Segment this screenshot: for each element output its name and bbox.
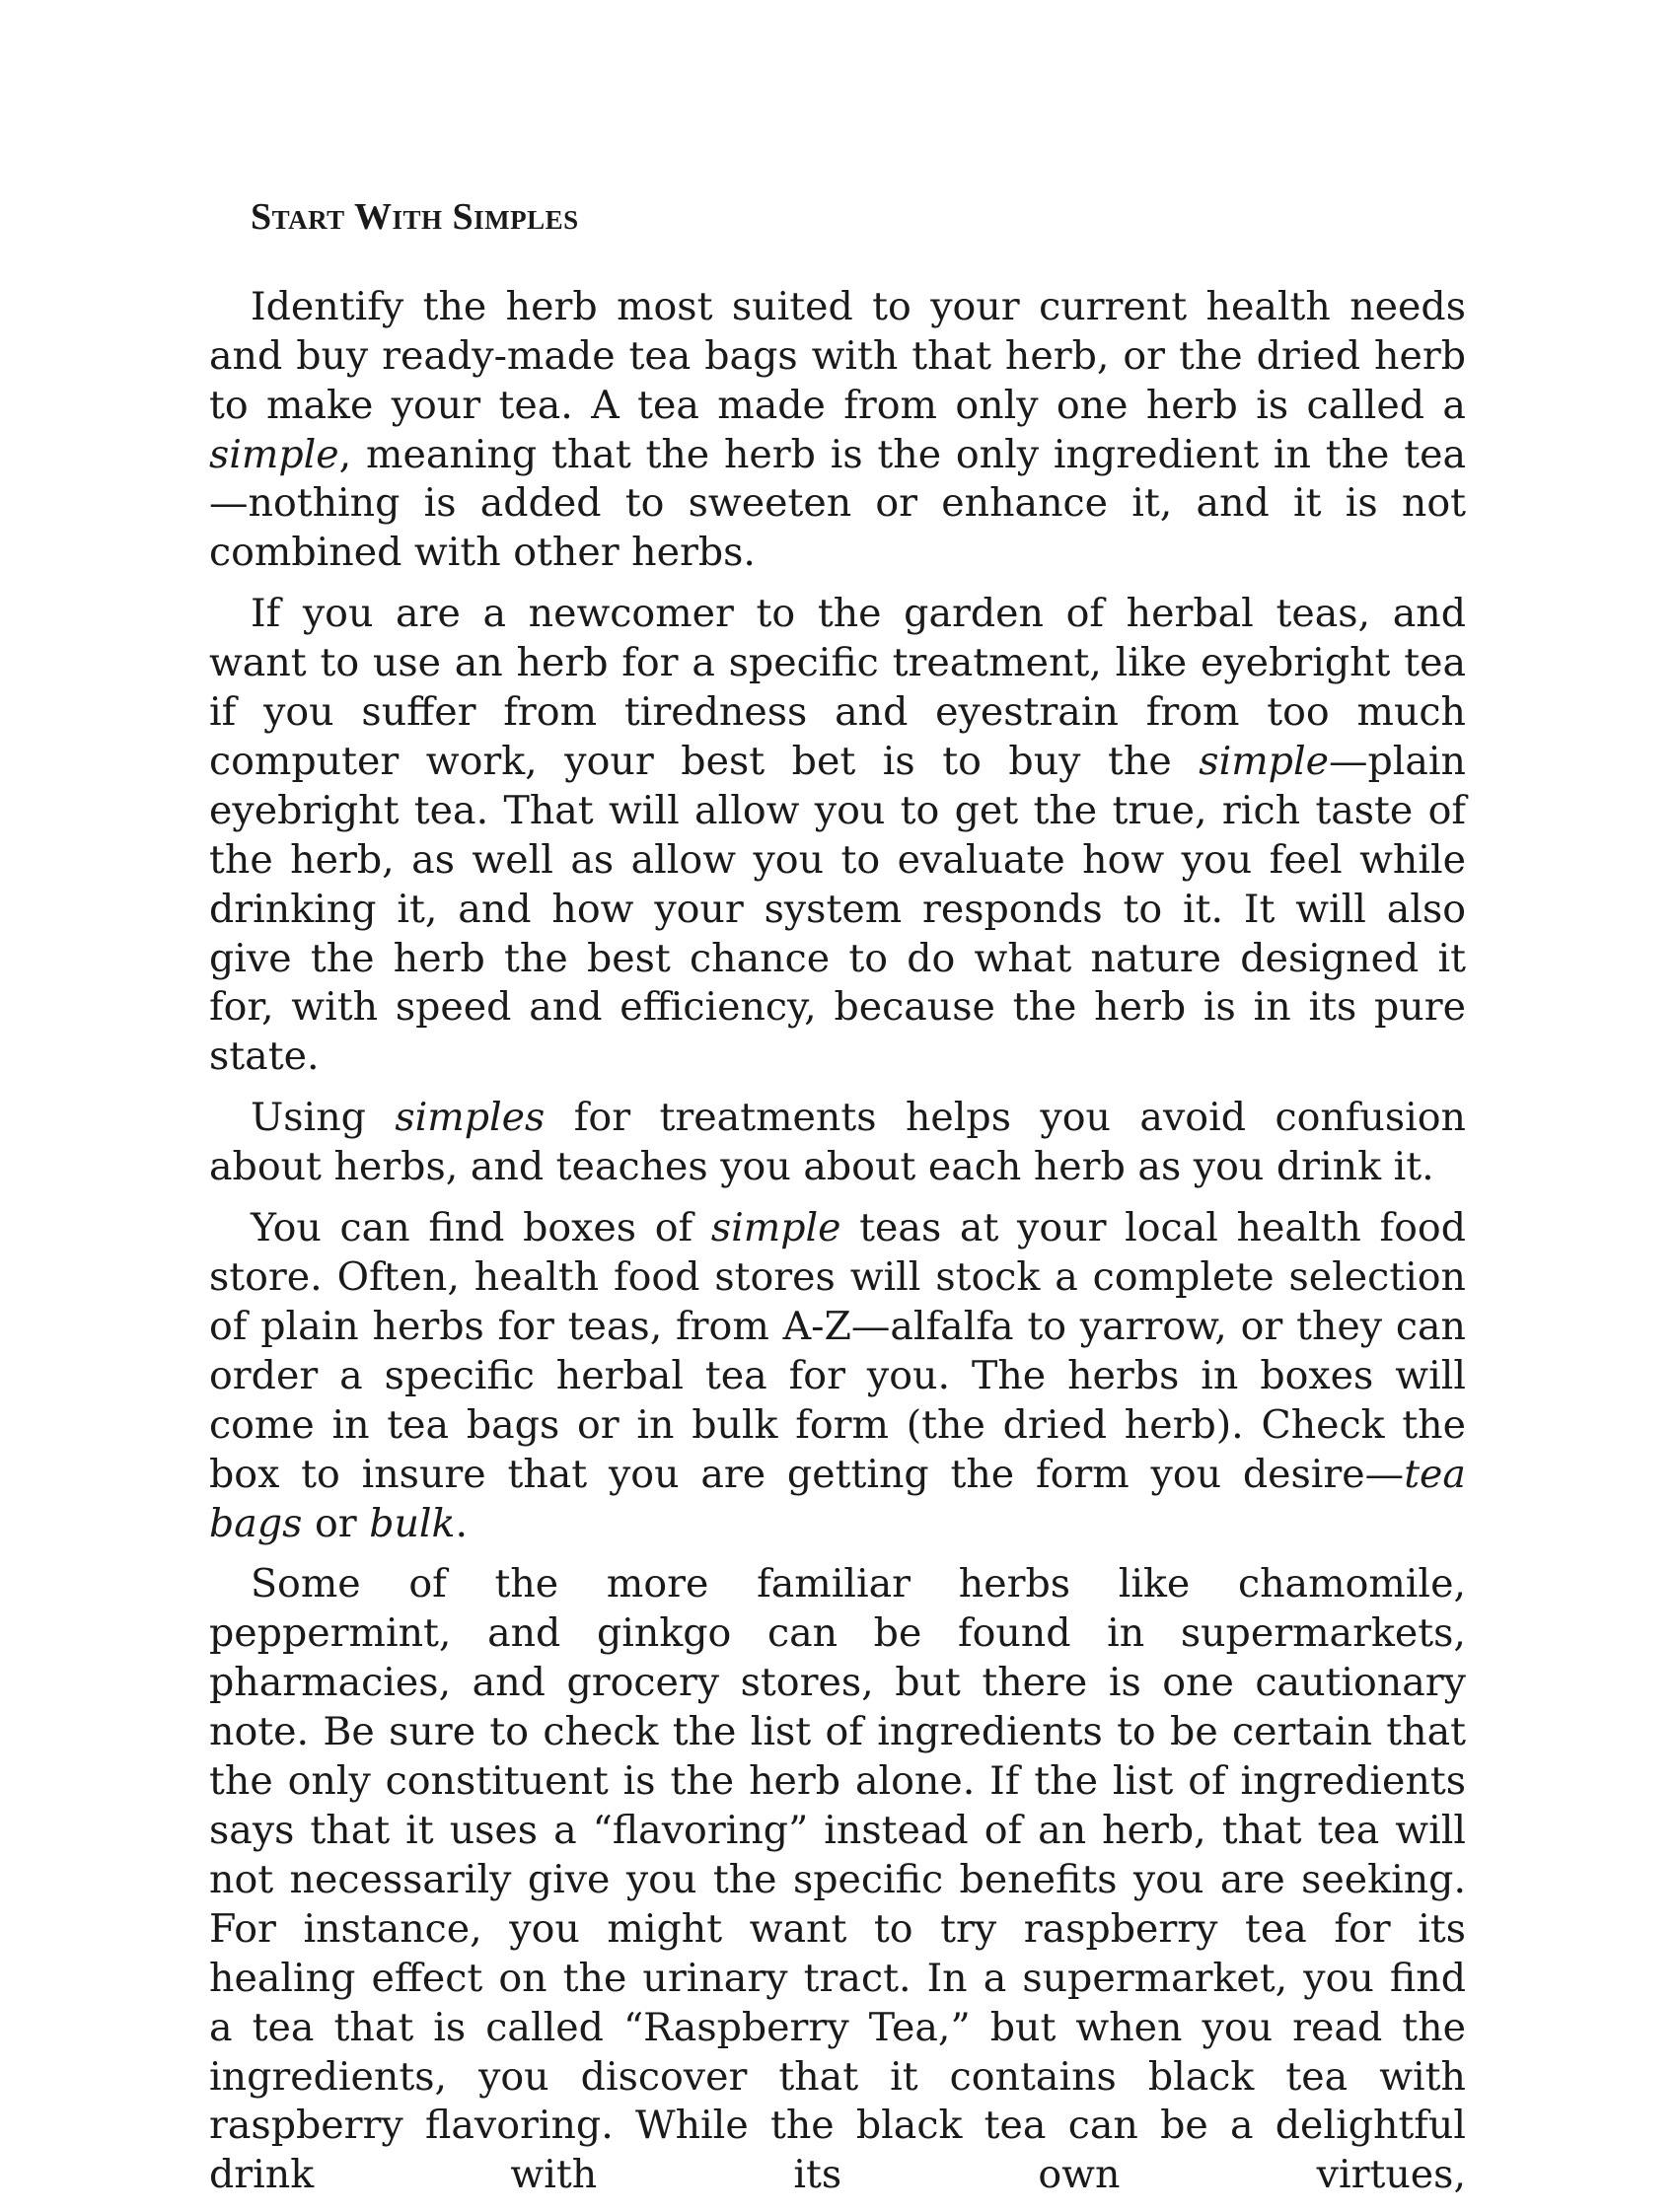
paragraph-5	[209, 1560, 1466, 2200]
paragraph-3	[209, 1094, 1466, 1192]
text-run: Identify the herb most suited to your current health needs and buy ready-made tea bags with that herb, or the dried herb to make your tea. A tea made from only one herb is called a	[209, 283, 1466, 428]
text-run: for treatments helps you avoid confusion about herbs, and teaches you about each herb as you drink it.	[209, 1095, 1466, 1190]
text-run: —plain eyebright tea. That will allow you to get the true, rich taste of the herb, as well as allow you to evaluate how you feel while drinking it, and how your system responds to it. It will also give the herb the best chance to do what nature designed it for, with speed and efficiency, because the herb is in its pure state.	[209, 738, 1466, 1080]
paragraph-4	[209, 1204, 1466, 1548]
text-run: , meaning that the herb is the only ingredient in the tea—nothing is added to sweeten or enhance it, and it is not combined with other herbs.	[209, 431, 1466, 576]
section-heading: Start With Simples	[251, 196, 579, 238]
italic-text: tea bags	[209, 1451, 1466, 1546]
italic-text: simple	[209, 431, 339, 477]
text-run: Using	[251, 1095, 396, 1141]
paragraph-1	[209, 283, 1466, 578]
italic-text: simples	[395, 1095, 546, 1141]
italic-text: bulk	[369, 1500, 456, 1546]
book-page	[209, 197, 1466, 2212]
text-run: If you are a newcomer to the garden of herbal teas, and want to use an herb for a specific treatment, like eyebright tea if you suffer from tiredness and eyestrain from too much computer work, your best bet is to buy the	[209, 591, 1466, 784]
italic-text: simple	[710, 1205, 841, 1251]
text-run: or	[302, 1500, 370, 1546]
text-run: Some of the more familiar herbs like chamomile, peppermint, and ginkgo can be found in supermarkets, pharmacies, and grocery stores, but there is one cautionary note. Be sure to check the list of ingredients to be certain that the only constituent is the herb alone. If the list of ingredients says that it uses a “flavoring” instead of an herb, that tea will not necessarily give you the specific benefits you are seeking. For instance, you might want to try raspberry tea for its healing effect on the urinary tract. In a supermarket, you find a tea that is called “Raspberry Tea,” but when you read the ingredients, you discover that it contains black tea with raspberry flavoring. While the black tea can be a delightful drink with its own virtues,	[209, 1561, 1466, 2198]
text-run: teas at your local health food store. Often, health food stores will stock a complete selection of plain herbs for teas, from A-Z—alfalfa to yarrow, or they can order a specific herbal tea for you. The herbs in boxes will come in tea bags or in bulk form (the dried herb). Check the box to insure that you are getting the form you desire—	[209, 1205, 1466, 1497]
text-run: .	[455, 1500, 469, 1546]
italic-text: simple	[1199, 738, 1329, 784]
body-text	[209, 283, 1466, 2200]
paragraph-2	[209, 590, 1466, 1082]
text-run: You can find boxes of	[251, 1205, 711, 1251]
